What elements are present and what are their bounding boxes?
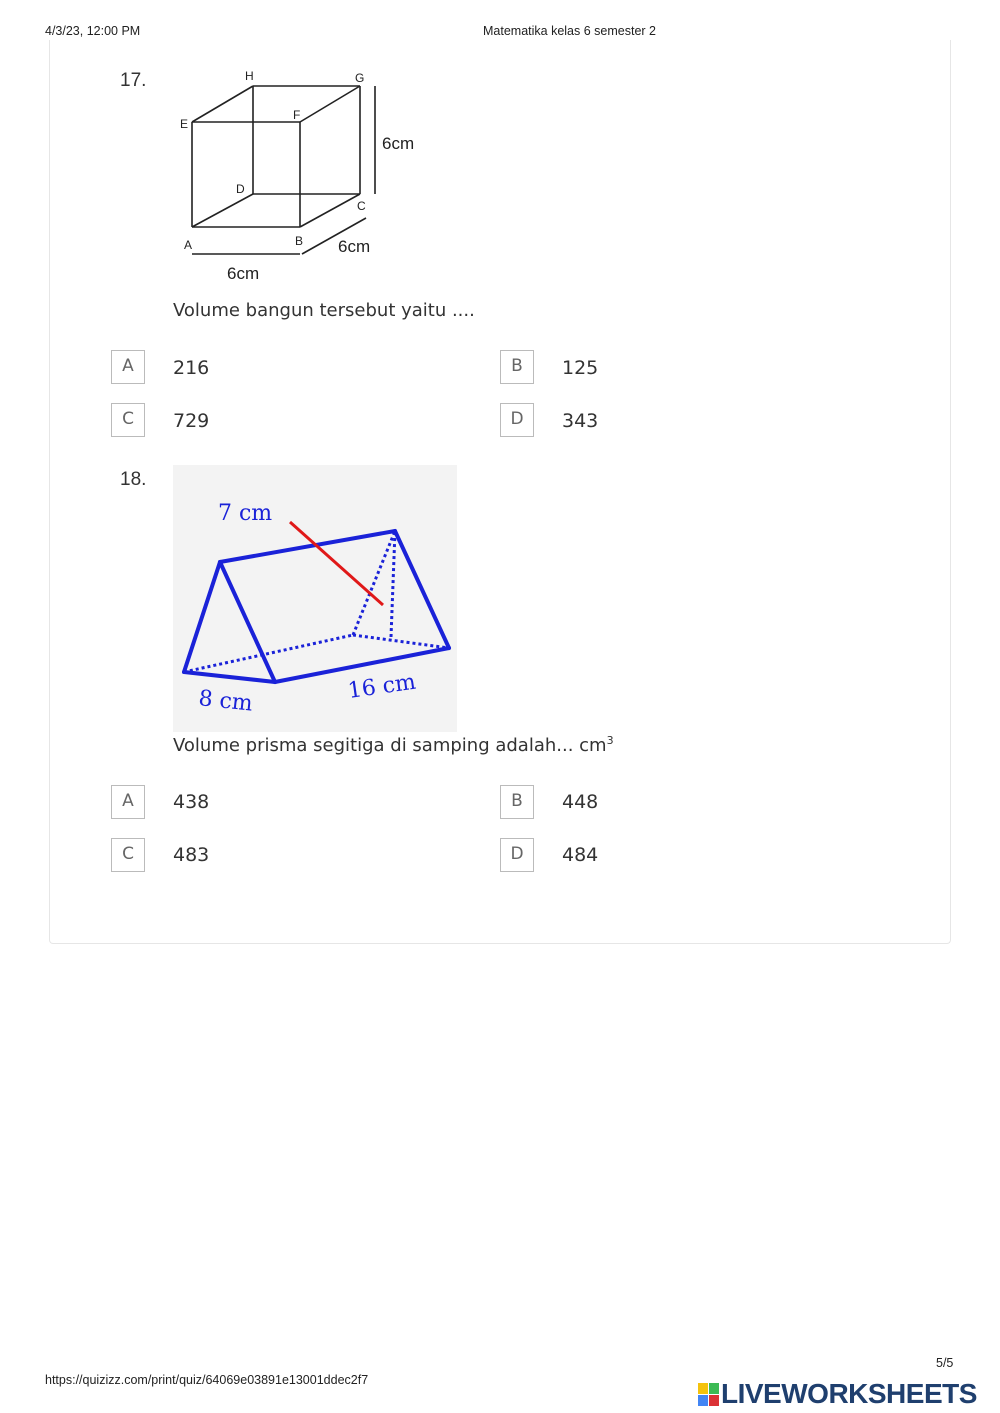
option-d-box[interactable]: D [500,838,534,872]
vertex-label: E [180,117,189,131]
option-a-value[interactable]: 438 [173,791,210,813]
option-c-value[interactable]: 483 [173,844,210,866]
question-text [173,734,614,756]
option-c-box[interactable]: C [111,403,145,437]
vertex-label: B [295,234,304,248]
prism-figure [173,465,457,732]
option-a-box[interactable]: A [111,785,145,819]
option-a-box[interactable]: A [111,350,145,384]
question-number: 17. [120,70,147,91]
option-d-value[interactable]: 484 [562,844,599,866]
vertex-label: H [245,69,254,83]
question-text: Volume bangun tersebut yaitu .... [173,300,475,321]
option-b-box[interactable]: B [500,785,534,819]
depth-label: 6cm [338,237,371,256]
option-c-value[interactable]: 729 [173,410,210,432]
vertex-label: D [236,182,245,196]
vertex-label: C [357,199,366,213]
cube-figure [170,62,440,287]
logo-text: LIVEWORKSHEETS [721,1378,977,1409]
page-number: 5/5 [936,1356,954,1370]
option-b-value[interactable]: 125 [562,357,599,379]
unit-superscript: 3 [606,734,614,747]
option-d-box[interactable]: D [500,403,534,437]
question-number: 18. [120,469,147,490]
option-d-value[interactable]: 343 [562,410,599,432]
option-b-box[interactable]: B [500,350,534,384]
vertex-label: A [184,238,193,252]
footer-url: https://quizizz.com/print/quiz/64069e03891e13001ddec2f7 [45,1373,369,1387]
question-text-main: Volume prisma segitiga di samping adalah... cm [173,735,607,756]
liveworksheets-logo [698,1378,977,1410]
option-c-box[interactable]: C [111,838,145,872]
height-label: 7 cm [218,501,273,526]
base-label: 8 cm [197,686,254,717]
length-label: 16 cm [346,669,418,704]
logo-icon [698,1383,719,1406]
width-label: 6cm [227,264,260,283]
document-title: Matematika kelas 6 semester 2 [483,24,656,38]
height-label: 6cm [382,134,415,153]
vertex-label: G [355,71,365,85]
option-a-value[interactable]: 216 [173,357,210,379]
print-datetime: 4/3/23, 12:00 PM [45,24,141,38]
vertex-label: F [293,108,301,122]
option-b-value[interactable]: 448 [562,791,599,813]
